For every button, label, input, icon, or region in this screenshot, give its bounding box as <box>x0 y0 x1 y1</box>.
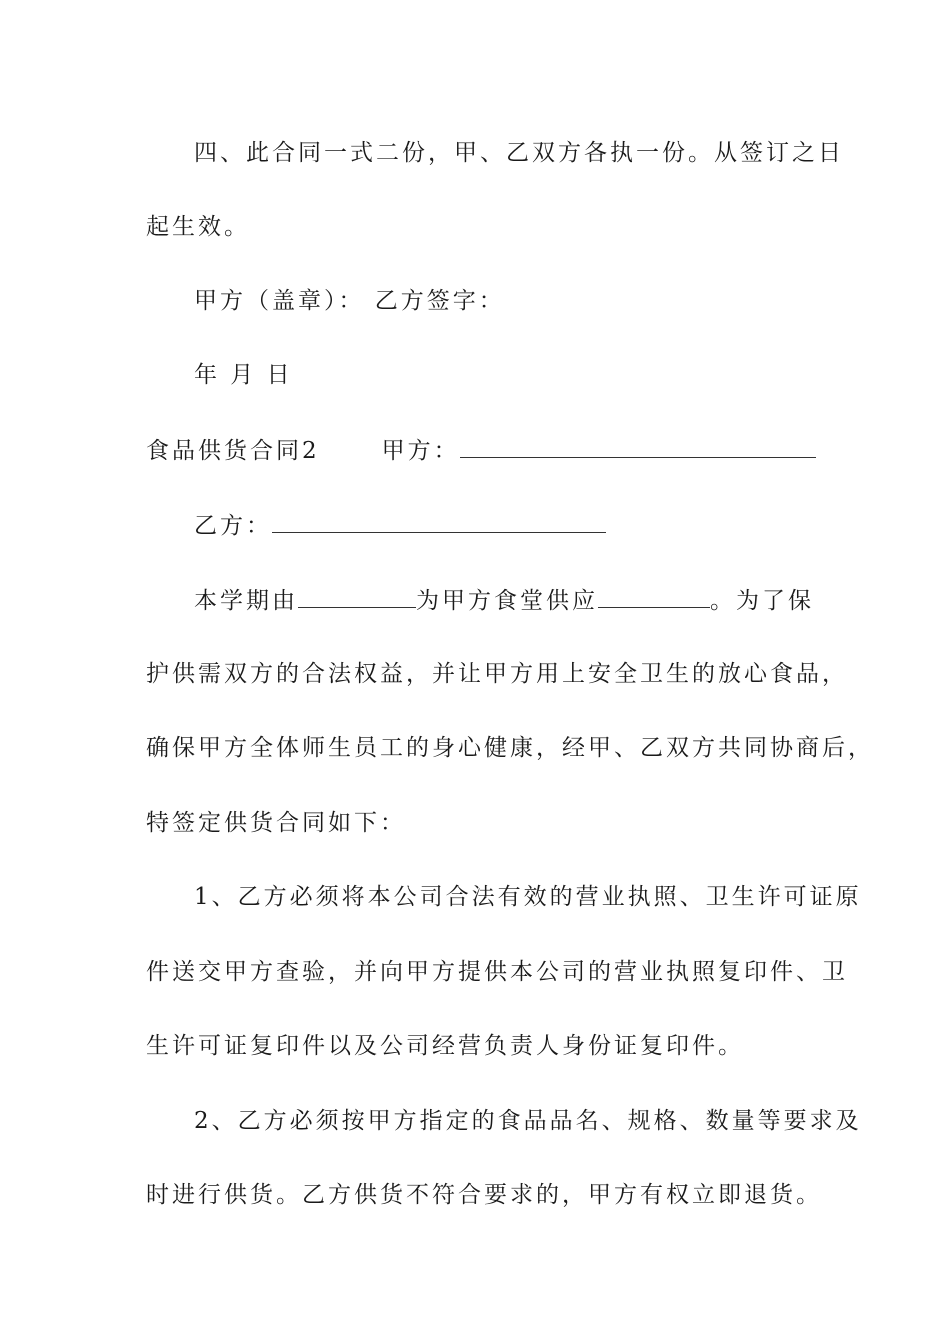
party-b-row <box>194 510 606 541</box>
item-1-line-2: 件送交甲方查验，并向甲方提供本公司的营业执照复印件、卫 <box>146 959 848 985</box>
intro-text-2: 为甲方食堂供应 <box>416 588 598 614</box>
supplier-blank <box>298 585 416 608</box>
goods-blank <box>598 585 710 608</box>
date-line: 年 月 日 <box>194 362 293 388</box>
contract-title: 食品供货合同2 <box>146 438 320 464</box>
intro-line-2: 护供需双方的合法权益，并让甲方用上安全卫生的放心食品， <box>146 661 848 687</box>
item-2-line-2: 时进行供货。乙方供货不符合要求的，甲方有权立即退货。 <box>146 1182 822 1208</box>
party-a-label: 甲方： <box>381 438 460 464</box>
intro-line-1 <box>194 585 814 616</box>
signature-line: 甲方（盖章）： 乙方签字： <box>194 288 505 314</box>
intro-text-3: 。为了保 <box>710 588 814 614</box>
clause-four-line-2: 起生效。 <box>146 214 250 240</box>
party-a-blank <box>460 435 816 458</box>
party-b-blank <box>272 510 606 533</box>
intro-line-4: 特签定供货合同如下： <box>146 810 406 836</box>
intro-text-1: 本学期由 <box>194 588 298 614</box>
item-1-line-3: 生许可证复印件以及公司经营负责人身份证复印件。 <box>146 1033 744 1059</box>
clause-four-line-1: 四、此合同一式二份，甲、乙双方各执一份。从签订之日 <box>194 140 844 166</box>
contract-heading-row <box>146 435 816 466</box>
party-b-label: 乙方： <box>194 513 272 539</box>
item-1-line-1: 1、乙方必须将本公司合法有效的营业执照、卫生许可证原 <box>194 884 862 910</box>
intro-line-3: 确保甲方全体师生员工的身心健康，经甲、乙双方共同协商后， <box>146 735 874 761</box>
item-2-line-1: 2、乙方必须按甲方指定的食品品名、规格、数量等要求及 <box>194 1108 862 1134</box>
